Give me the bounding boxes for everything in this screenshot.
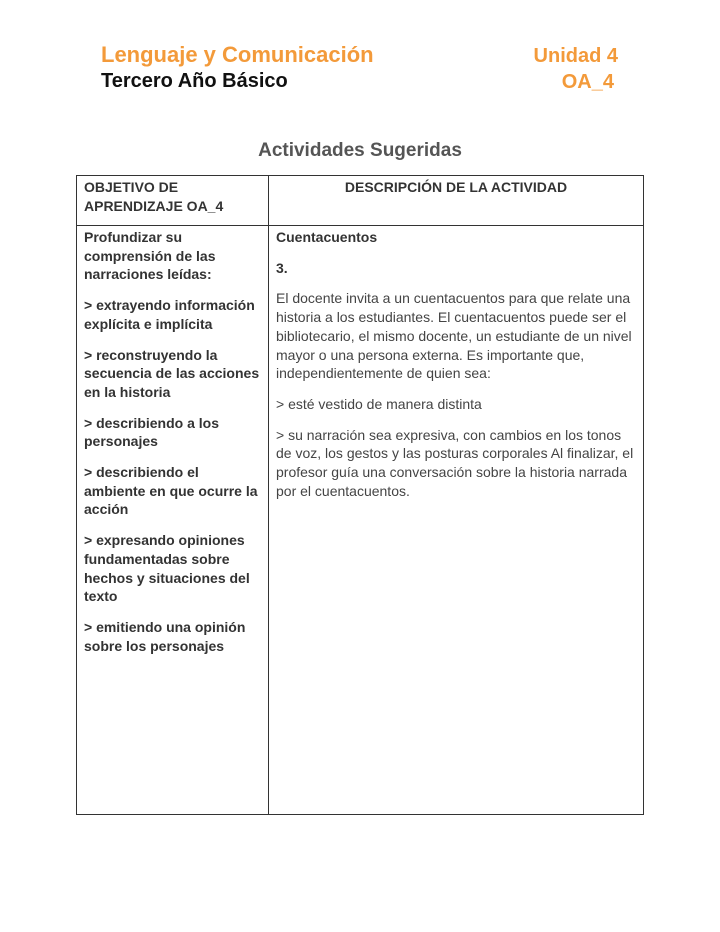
objective-intro: Profundizar su comprensión de las narraciones leídas: xyxy=(84,229,216,283)
activities-table xyxy=(76,175,644,815)
header-divider xyxy=(77,225,643,226)
unit-label: Unidad 4 xyxy=(533,45,618,67)
column-divider xyxy=(268,176,269,814)
objective-item: > describiendo a los personajes xyxy=(84,414,219,450)
objective-cell xyxy=(84,228,264,667)
activity-paragraph: > su narración sea expresiva, con cambios en los tonos de voz, los gestos y las posturas corporales Al finalizar, el profesor guía una conversación sobre la historia narrada por el cuentacuentos. xyxy=(276,426,634,499)
objective-item: > extrayendo información explícita e implícita xyxy=(84,297,255,332)
objective-item: > reconstruyendo la secuencia de las acciones en la historia xyxy=(84,346,260,400)
activity-paragraph: > esté vestido de manera distinta xyxy=(276,395,482,412)
description-cell xyxy=(276,228,638,512)
column-header-description: DESCRIPCIÓN DE LA ACTIVIDAD xyxy=(344,179,568,195)
objective-item: > expresando opiniones fundamentadas sobre hechos y situaciones del texto xyxy=(84,532,250,605)
objective-item: > describiendo el ambiente en que ocurre la acción xyxy=(84,464,258,518)
subject-title: Lenguaje y Comunicación xyxy=(101,42,374,67)
grade-title: Tercero Año Básico xyxy=(101,70,288,92)
activity-number: 3. xyxy=(276,259,288,276)
column-header-objective: OBJETIVO DE APRENDIZAJE OA_4 xyxy=(84,179,224,214)
activity-paragraph: El docente invita a un cuentacuentos para que relate una historia a los estudiantes. El cuentacuentos puede ser el bibliotecario, el mismo docente, un estudiante de un nivel mayor o una persona externa. Es importante que, independientemente de quien sea: xyxy=(276,290,632,382)
oa-label: OA_4 xyxy=(561,71,614,93)
activity-name: Cuentacuentos xyxy=(276,229,378,245)
objective-item: > emitiendo una opinión sobre los personajes xyxy=(84,618,246,654)
page-title: Actividades Sugeridas xyxy=(258,140,462,161)
